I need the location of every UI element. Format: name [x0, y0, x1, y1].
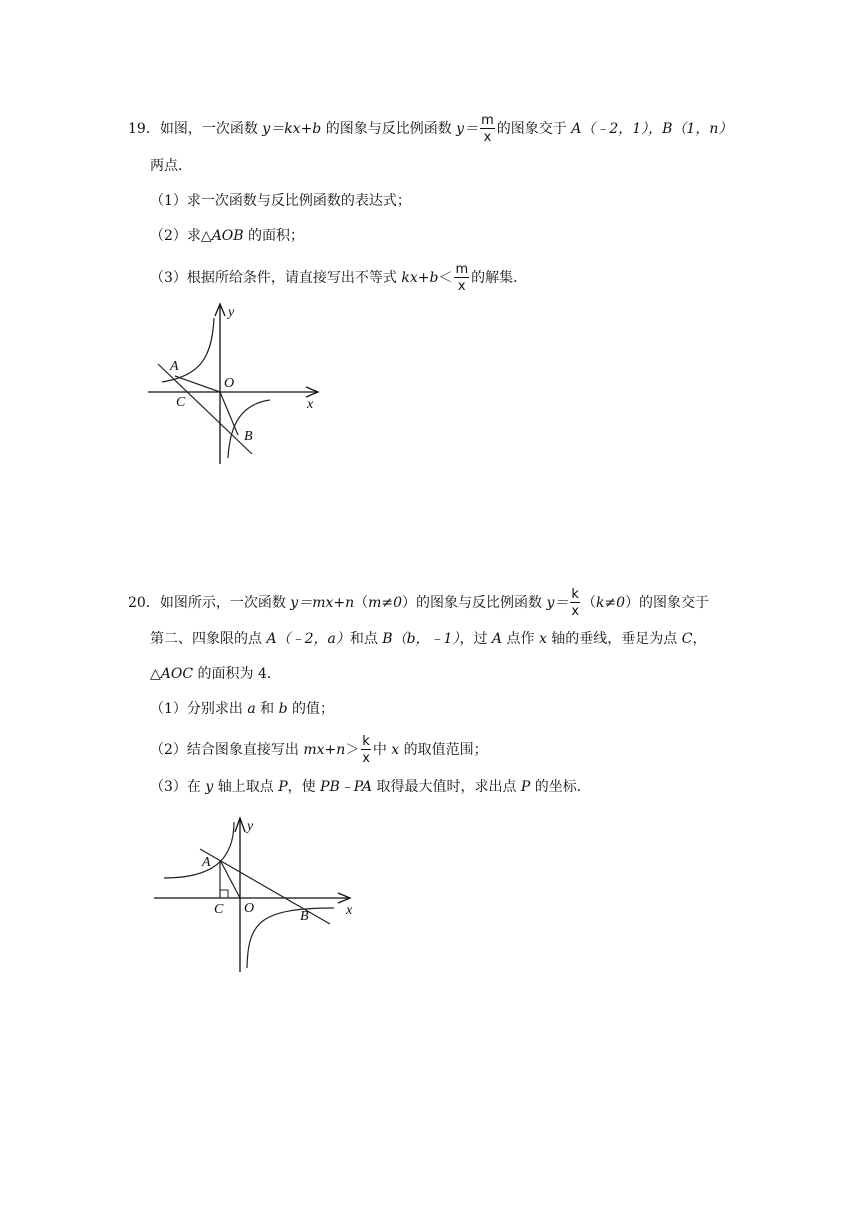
q19-origin-label: O [224, 376, 235, 391]
q20-point-c-label: C [214, 902, 224, 917]
q20-stem-line2: 第二、四象限的点 A（﹣2，a）和点 B（b，﹣1），过 A 点作 x 轴的垂线，垂足为点 C， [150, 631, 707, 647]
q20-part2: （2）结合图象直接写出 mx+n＞ $\frac{k}{x}$ 中 x 的取值范围； [150, 734, 488, 766]
q20-part3: （3）在 y 轴上取点 P，使 PB﹣PA 取得最大值时，求出点 P 的坐标． [150, 779, 591, 795]
q19-text: 的图象与反比例函数 [321, 121, 457, 137]
q19-stem-line2: 两点． [150, 158, 192, 174]
q19-linear-eq: y＝kx+b [262, 121, 322, 137]
q19-stem-line1 [128, 114, 732, 144]
q20-part1: （1）分别求出 a 和 b 的值； [150, 701, 335, 717]
q19-part3-fraction: $\frac{m}{x}$ [455, 262, 469, 294]
q19-fraction: $\frac{m}{x}$ [481, 113, 494, 145]
q20-point-a-label: A [202, 855, 211, 870]
q19-number: 19． [128, 121, 160, 137]
q19-y-label: y [228, 305, 235, 320]
q20-fraction: $\frac{k}{x}$ [571, 587, 580, 619]
q20-stem-line3: △AOC 的面积为 4． [150, 666, 281, 682]
q20-y-label: y [247, 819, 254, 834]
q19-text: 如图，一次函数 [159, 121, 263, 137]
q20-number: 20． [128, 595, 160, 611]
q19-point-b-label: B [244, 429, 253, 444]
q19-x-label: x [307, 397, 314, 412]
q19-part3: （3）根据所给条件，请直接写出不等式 kx+b＜ $\frac{m}{x}$ 的解集． [150, 262, 528, 294]
q20-point-b-label: B [300, 909, 309, 924]
q19-figure [140, 298, 340, 468]
q20-x-label: x [346, 903, 353, 918]
q20-part2-fraction: $\frac{k}{x}$ [362, 734, 370, 766]
q19-point-a-label: A [170, 359, 179, 374]
q19-inverse-eq-lhs: y＝ [456, 121, 479, 137]
q19-point-c-label: C [176, 395, 186, 410]
q19-points: A（﹣2，1），B（1，n） [571, 121, 733, 137]
q19-part2: （2）求△AOB 的面积； [150, 228, 305, 244]
q20-figure [150, 812, 365, 977]
q19-text: 的图象交于 [496, 121, 572, 137]
q19-part1: （1）求一次函数与反比例函数的表达式； [150, 193, 411, 209]
q20-origin-label: O [244, 901, 255, 916]
q20-stem-line1: 20．如图所示，一次函数 y＝mx+n（m≠0）的图象与反比例函数 y＝ $\frac{k}{x}$ （k≠0）的图象交于 [128, 587, 710, 619]
